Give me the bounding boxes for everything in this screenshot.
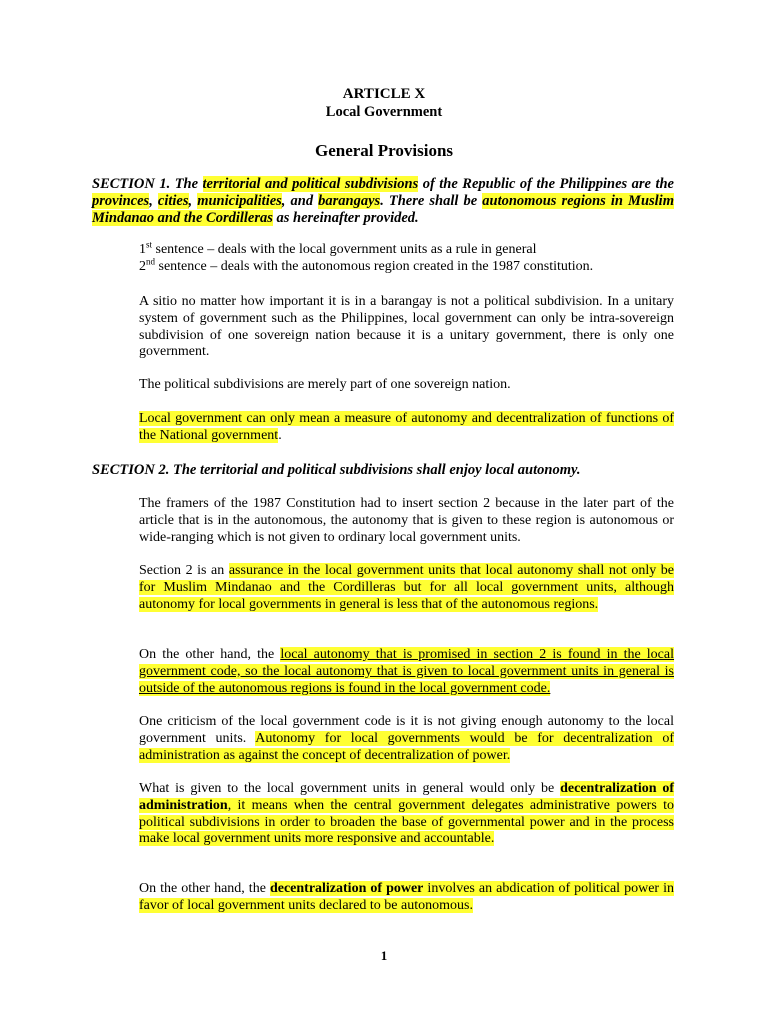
paragraph-political-subdivisions: The political subdivisions are merely part of one sovereign nation. [139,377,511,392]
article-subtitle: Local Government [325,104,443,120]
paragraph-local-autonomy-code: On the other hand, the local autonomy that is promised in section 2 is found in the local government code, so the local autonomy that is given to local government units in general is outside of the autonomous regions is found in the local government code. [139,647,675,696]
paragraph-local-government-meaning: Local government can only mean a measure of autonomy and decentralization of functions of the National government. [139,411,674,443]
sentence-notes [139,239,674,276]
paragraph-framers: The framers of the 1987 Constitution had to insert section 2 because in the later part of the article that is in the autonomous, the autonomy that is given to these region is autonomous or wide-ranging which is not given to ordinary local government units. [139,496,674,545]
paragraph-decentralization-power: On the other hand, the decentralization of power involves an abdication of political power in favor of local government units declared to be autonomous. [139,881,674,913]
paragraph-sitio: A sitio no matter how important it is in a barangay is not a political subdivision. In a unitary system of government such as the Philippines, local government can only be intra-sovereign subdivision of one sovereign nation because it is a unitary government, there is only one government. [139,294,674,360]
section-heading: General Provisions [314,141,454,160]
section-2-text: SECTION 2. The territorial and political subdivisions shall enjoy local autonomy. [92,462,581,478]
paragraph-assurance: Section 2 is an assurance in the local government units that local autonomy shall not only be for Muslim Mindanao and the Cordilleras but for all local government units, although autonomy for local governments in general is less that of the autonomous regions. [139,563,674,612]
section-1-text: SECTION 1. The territorial and political subdivisions of the Republic of the Philippines are the provinces, cities, municipalities, and barangays. There shall be autonomous regions in Muslim Mindanao and the Cordilleras as hereinafter provided. [92,176,674,226]
page-number: 1 [380,948,388,963]
first-sentence-note: 1st sentence – deals with the local government units as a rule in general [139,239,537,257]
paragraph-decentralization-administration: What is given to the local government units in general would only be decentralization of administration, it means when the central government delegates administrative powers to political subdivisions in order to broaden the base of governmental power and in the process make local government units more responsive and accountable. [139,781,674,847]
second-sentence-note: 2nd sentence – deals with the autonomous region created in the 1987 constitution. [139,256,594,274]
article-title: ARTICLE X [342,86,426,102]
paragraph-criticism: One criticism of the local government code is it is not giving enough autonomy to the local government units. Autonomy for local governments would be for decentralization of administration as against the concept of decentralization of power. [139,714,674,763]
